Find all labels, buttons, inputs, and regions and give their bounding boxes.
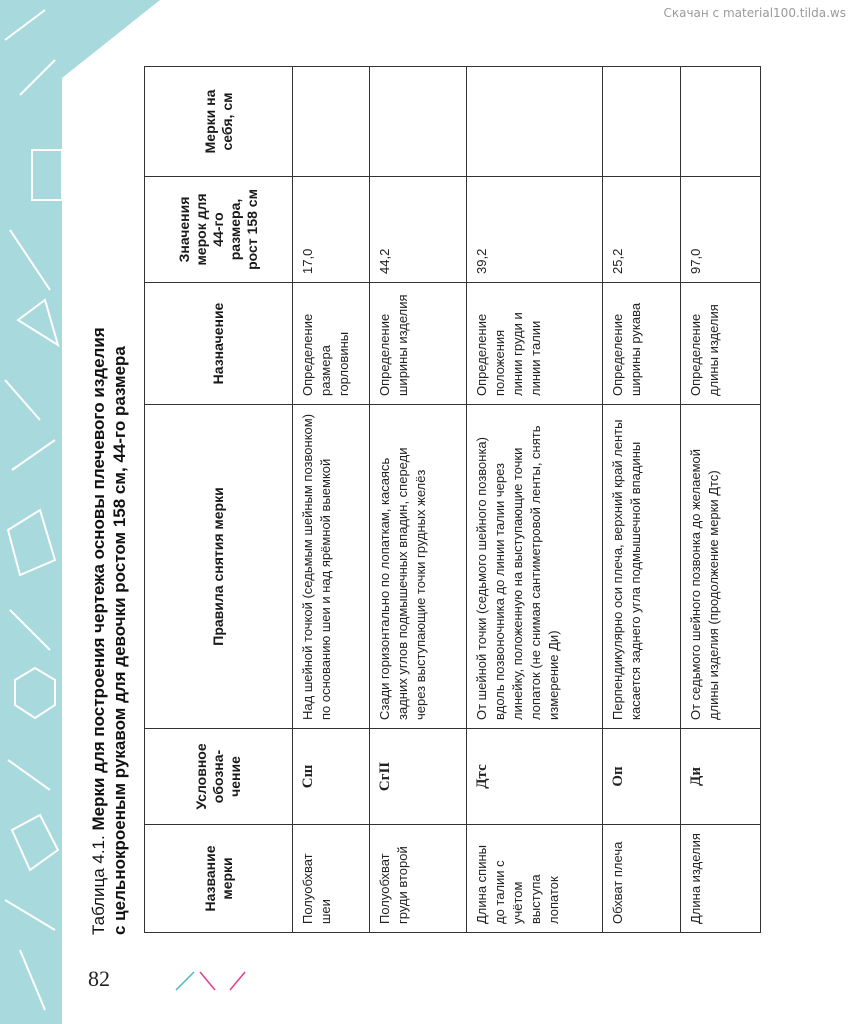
cell-value: 39,2 <box>467 177 603 283</box>
cell-purpose: Определение положения линии груди и линии талии <box>467 283 603 405</box>
cell-name: Полуобхват груди второй <box>370 825 467 933</box>
header-code: Условное обозна-чение <box>145 729 293 825</box>
table-row <box>681 67 761 933</box>
corner-accent-lines <box>176 972 245 990</box>
page-number: 82 <box>88 966 110 991</box>
cell-name: Длина спины до талии с учётом выступа лопаток <box>467 825 603 933</box>
cell-rule: От шейной точки (седьмого шейного позвонка) вдоль позвоночника до линии талии через линейку, положенную на выступающие точки лопаток (не снимая сантиметровой ленты, снять измерение Ди) <box>467 405 603 729</box>
cell-name: Длина изделия <box>681 825 761 933</box>
source-watermark: Скачан с material100.tilda.ws <box>663 6 846 20</box>
cell-own <box>370 67 467 177</box>
measurements-table <box>144 66 761 933</box>
cell-code: Ди <box>681 729 761 825</box>
cell-own <box>467 67 603 177</box>
cell-own <box>681 67 761 177</box>
table-caption <box>88 85 130 935</box>
cell-name: Обхват плеча <box>603 825 681 933</box>
header-rule: Правила снятия мерки <box>145 405 293 729</box>
table-row <box>467 67 603 933</box>
cell-purpose: Определение ширины изделия <box>370 283 467 405</box>
cell-purpose: Определение ширины рукава <box>603 283 681 405</box>
table-row <box>603 67 681 933</box>
cell-value: 44,2 <box>370 177 467 283</box>
cell-purpose: Определение длины изделия <box>681 283 761 405</box>
header-value: Значения мерок для 44-го размера, рост 158 см <box>145 177 293 283</box>
caption-title-line2: с цельнокроеным рукавом для девочки ростом 158 см, 44-го размера <box>110 346 129 935</box>
cell-rule: От седьмого шейного позвонка до желаемой длины изделия (продолжение мерки Дтс) <box>681 405 761 729</box>
cell-value: 25,2 <box>603 177 681 283</box>
cell-own <box>293 67 370 177</box>
table-row <box>293 67 370 933</box>
header-name: Название мерки <box>145 825 293 933</box>
cell-code: Оп <box>603 729 681 825</box>
cell-code: СгII <box>370 729 467 825</box>
cell-purpose: Определение размера горловины <box>293 283 370 405</box>
cell-value: 97,0 <box>681 177 761 283</box>
header-own: Мерки на себя, см <box>145 67 293 177</box>
rotated-page-content <box>80 65 745 955</box>
cell-code: Дтс <box>467 729 603 825</box>
caption-title-line1: Мерки для построения чертежа основы плечевого изделия <box>89 327 108 831</box>
cell-rule: Сзади горизонтально по лопаткам, касаясь задних углов подмышечных впадин, спереди через выступающие точки грудных желёз <box>370 405 467 729</box>
cell-rule: Над шейной точкой (седьмым шейным позвонком) по основанию шеи и над ярёмной выемкой <box>293 405 370 729</box>
cell-name: Полуобхват шеи <box>293 825 370 933</box>
table-header-row <box>145 67 293 933</box>
cell-value: 17,0 <box>293 177 370 283</box>
cell-code: Сш <box>293 729 370 825</box>
table-row <box>370 67 467 933</box>
header-purpose: Назначение <box>145 283 293 405</box>
caption-lead: Таблица 4.1. <box>89 830 108 935</box>
cell-rule: Перпендикулярно оси плеча, верхний край ленты касается заднего угла подмышечной впадины <box>603 405 681 729</box>
cell-own <box>603 67 681 177</box>
